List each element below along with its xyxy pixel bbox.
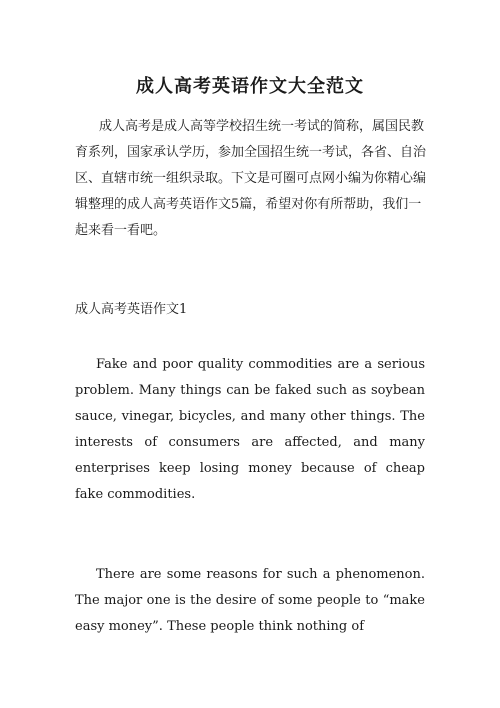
essay-paragraph-2: There are some reasons for such a phenomenon. The major one is the desire of some people to “make easy money”. These people think nothing of [75, 567, 425, 634]
essay-paragraph-1: Fake and poor quality commodities are a serious problem. Many things can be faked such as soybean sauce, vinegar, bicycles, and many other things. The interests of consumers are affected, and many enterprises keep losing money because of cheap fake commodities. [75, 357, 425, 502]
section-heading: 成人高考英语作文1 [75, 302, 188, 317]
intro-paragraph: 成人高考是成人高等学校招生统一考试的简称，属国民教育系列，国家承认学历，参加全国招生统一考试，各省、自治区、直辖市统一组织录取。下文是可圈可点网小编为你精心编辑整理的成人高考英语作文5篇，希望对你有所帮助，我们一起来看一看吧。 [75, 119, 427, 238]
document-title: 成人高考英语作文大全范文 [136, 76, 364, 98]
